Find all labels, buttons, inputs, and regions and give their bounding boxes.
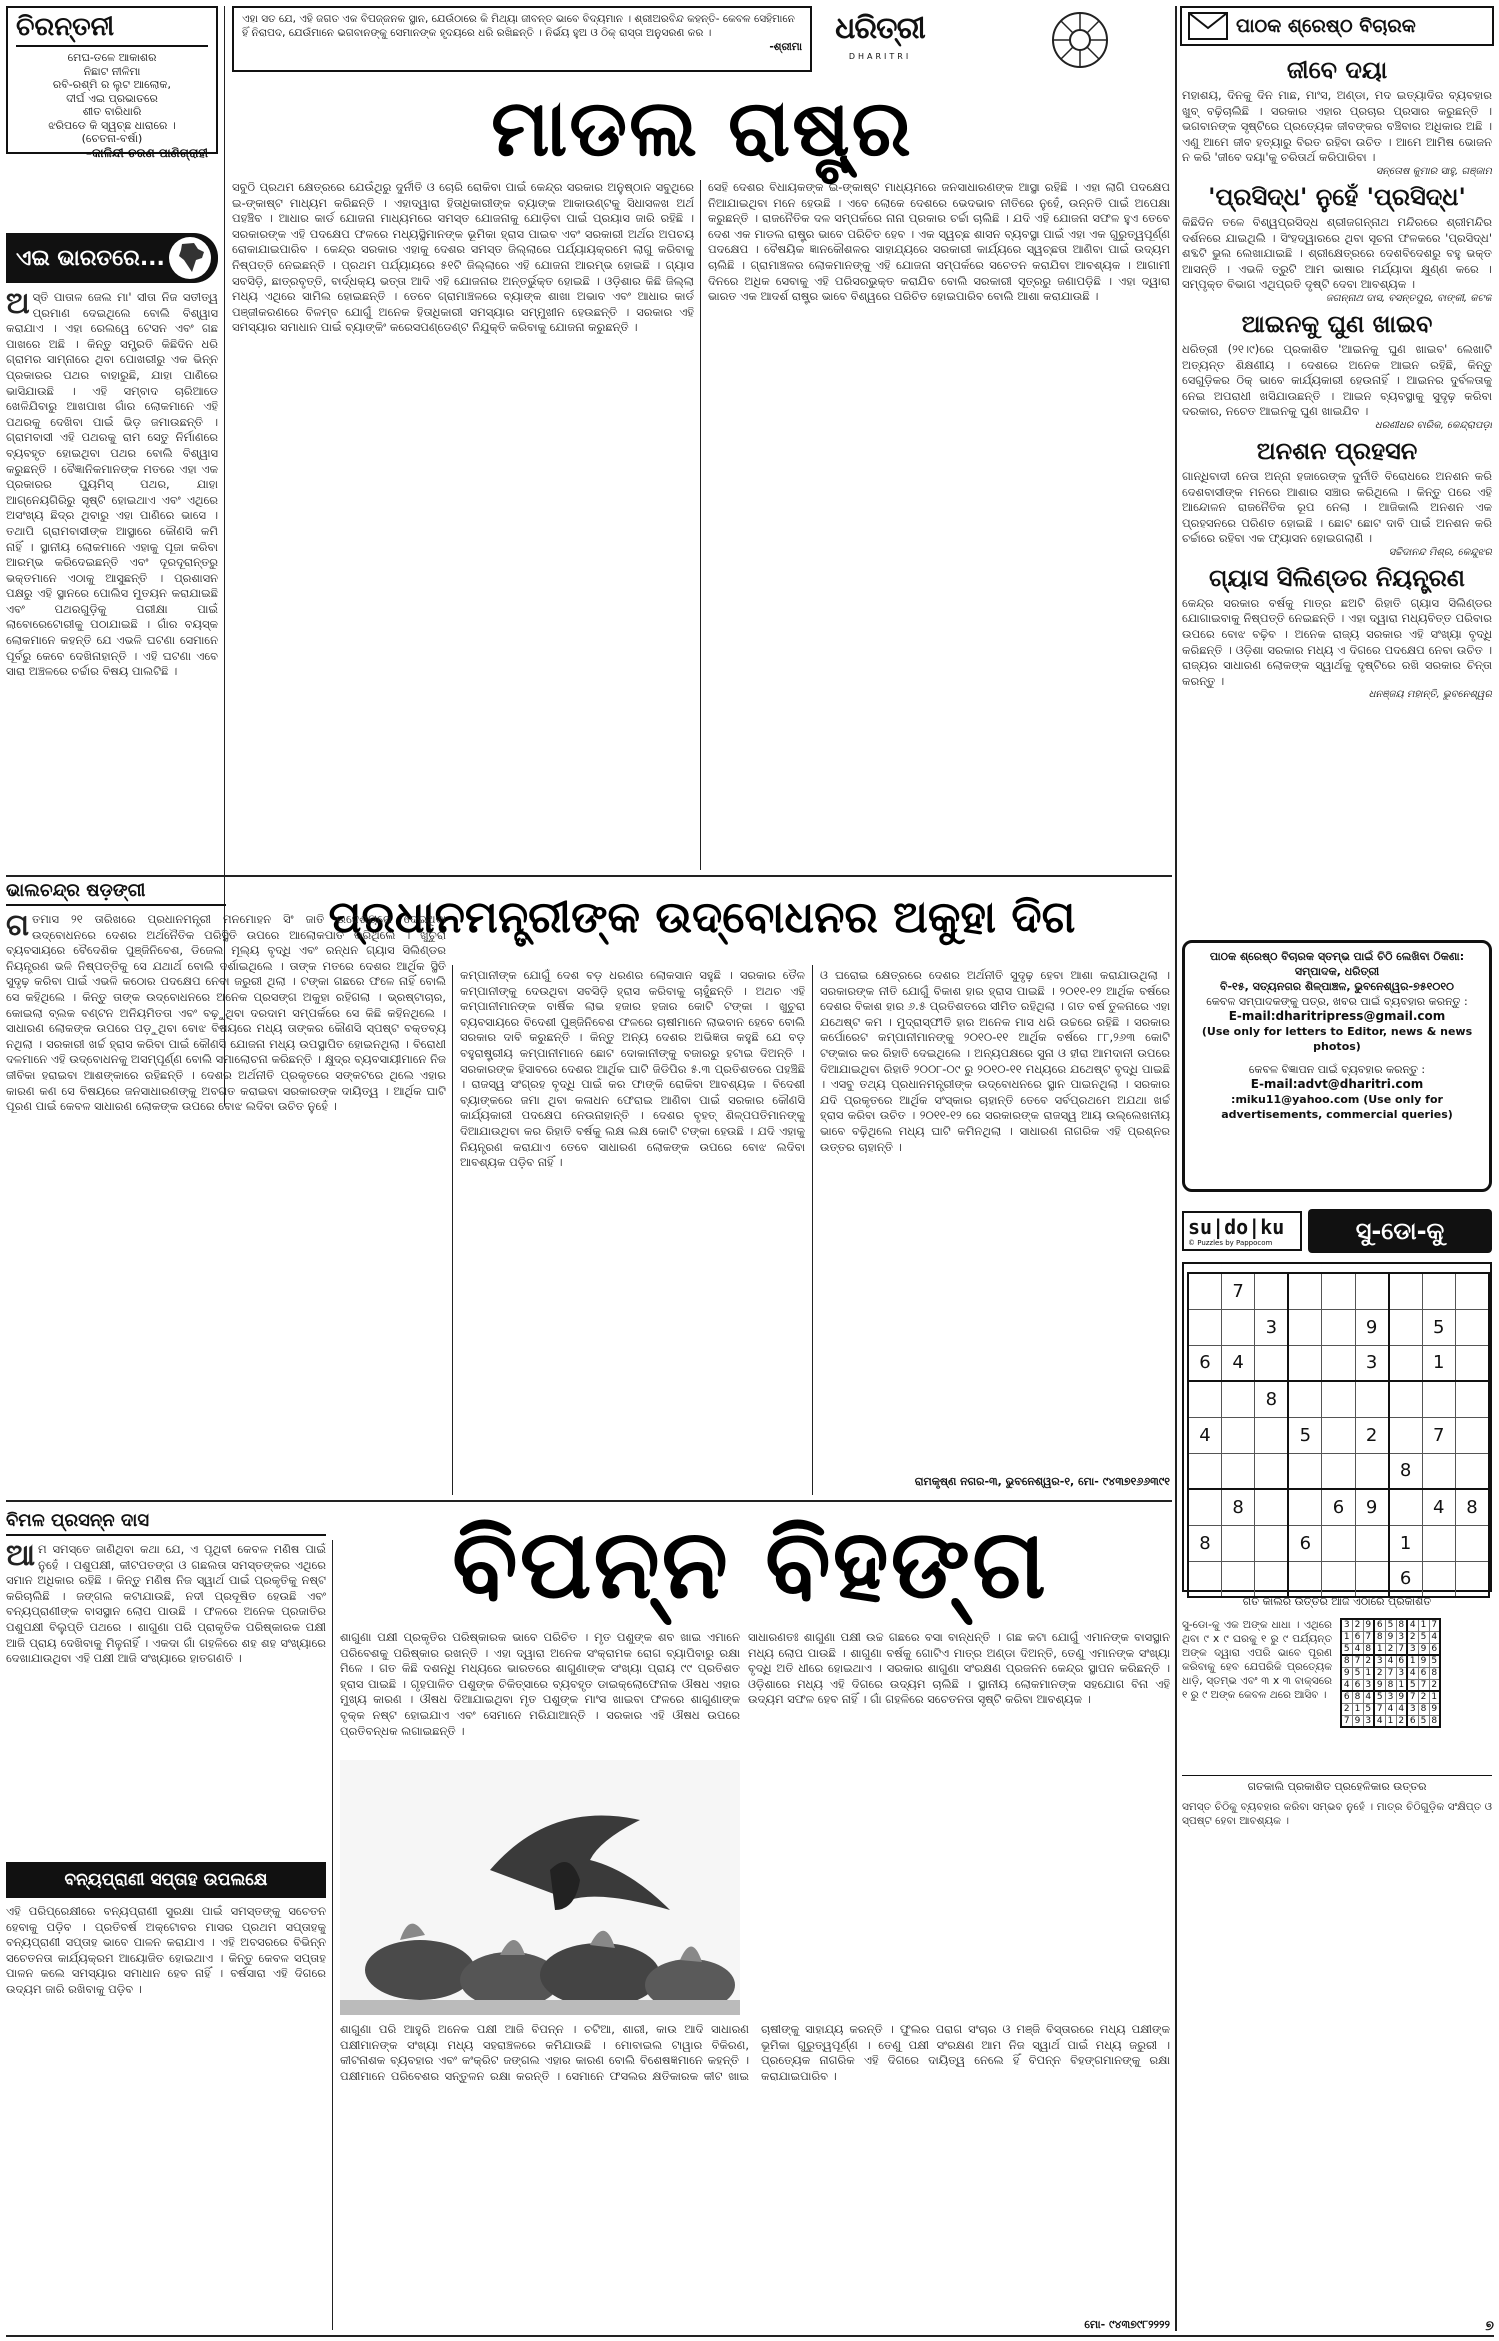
sudoku-row <box>1341 1631 1440 1643</box>
solution-cell: 1 <box>1341 1631 1352 1643</box>
sudoku-cell[interactable] <box>1422 1453 1455 1489</box>
sudoku-row <box>1341 1715 1440 1727</box>
letters-notice: ସମସ୍ତ ଚିଠିକୁ ବ୍ୟବହାର କରିବା ସମ୍ଭବ ନୁହେଁ । ମାତ୍ର ଚିଠିଗୁଡ଼ିକ ସଂକ୍ଷିପ୍ତ ଓ ସ୍ପଷ୍ଟ ହେବା ଆବଶ୍ୟକ । <box>1182 1801 1492 1827</box>
wildlife-week-subhead: ବନ୍ୟପ୍ରାଣୀ ସପ୍ତାହ ଉପଲକ୍ଷେ <box>6 1862 326 1898</box>
sudoku-cell[interactable] <box>1322 1453 1355 1489</box>
sudoku-cell: 6 <box>1389 1561 1422 1597</box>
solution-cell: 4 <box>1407 1619 1418 1631</box>
logo-name: ଧରିତ୍ରୀ <box>835 11 925 46</box>
model-state-title: ମାଡଲ ରାଷ୍ଟ୍ର <box>491 83 913 174</box>
sudoku-brand-box <box>1182 1211 1302 1251</box>
solution-cell: 2 <box>1396 1715 1407 1727</box>
vulture-photo <box>340 1760 740 2015</box>
solution-cell: 8 <box>1385 1679 1396 1691</box>
letter-sign: ଧନଞ୍ଜୟ ମହାନ୍ତି, ଭୁବନେଶ୍ୱର <box>1368 689 1492 701</box>
solution-cell: 4 <box>1352 1643 1363 1655</box>
solution-cell: 9 <box>1374 1679 1385 1691</box>
model-state-left: ସବୁଠି ପ୍ରଥମ କ୍ଷେତ୍ରରେ ଯେଉଁଥିରୁ ଦୁର୍ନୀତି ଓ ଚୋରି ରୋକିବା ପାଇଁ କେନ୍ଦ୍ର ସରକାର ଅନୁଷ୍ଠାନ ସବୁଥିରେ ଇ-ଙ୍କାଷ୍ଟ ମାଧ୍ୟମ କରିଛନ୍ତି । ଏହାଦ୍ୱାରା ହିତାଧିକାରୀଙ୍କ ବ୍ୟାଙ୍କ ଆକାଉଣ୍ଟକୁ ସିଧାସଳଖ ଅର୍ଥ ପହଞ୍ଚିବ । ଆଧାର କାର୍ଡ ଯୋଜନା ମାଧ୍ୟମରେ ସମସ୍ତ ଯୋଜନାକୁ ଯୋଡ଼ିବା ପାଇଁ ପ୍ରୟାସ ଜାରି ରହିଛି । ସରକାରଙ୍କ ଏହି ପଦକ୍ଷେପ ଫଳରେ ମଧ୍ୟସ୍ଥିମାନଙ୍କ ଭୂମିକା ହ୍ରାସ ପାଇବ ଏବଂ ସରକାରୀ ଅର୍ଥର ଅପଚୟ ରୋକାଯାଇପାରିବ । କେନ୍ଦ୍ର ସରକାର ଏହାକୁ ଦେଶର ସମସ୍ତ ଜିଲ୍ଲାରେ ପର୍ଯ୍ୟାୟକ୍ରମେ ଲାଗୁ କରିବାକୁ ନିଷ୍ପତ୍ତି ନେଇଛନ୍ତି । ପ୍ରଥମ ପର୍ଯ୍ୟାୟରେ ୫୧ଟି ଜିଲ୍ଲାରେ ଏହି ଯୋଜନା ଆରମ୍ଭ ହୋଇଛି । ଗ୍ୟାସ ସବସିଡ଼ି, ଛାତ୍ରବୃତ୍ତି, ବାର୍ଦ୍ଧକ୍ୟ ଭତ୍ତା ଆଦି ଏହି ଯୋଜନାର ଅନ୍ତର୍ଭୁକ୍ତ ହୋଇଛି । ଓଡ଼ିଶାର କିଛି ଜିଲ୍ଲା ମଧ୍ୟ ଏଥିରେ ସାମିଲ ହୋଇଛନ୍ତି । ତେବେ ଗ୍ରାମାଞ୍ଚଳରେ ବ୍ୟାଙ୍କ ଶାଖା ଅଭାବ ଏବଂ ଆଧାର କାର୍ଡ ପଞ୍ଜୀକରଣରେ ବିଳମ୍ବ ଯୋଗୁଁ ଅନେକ ହିତାଧିକାରୀ ସମସ୍ୟାର ସମ୍ମୁଖୀନ ହେଉଛନ୍ତି । ସରକାର ଏହି ସମସ୍ୟାର ସମାଧାନ ପାଇଁ ବ୍ୟାଙ୍କିଂ କରେସପଣ୍ଡେଣ୍ଟ ନିଯୁକ୍ତି କରିବାକୁ ଯୋଜନା କରୁଛନ୍ତି । <box>232 180 694 335</box>
solution-cell: 8 <box>1352 1691 1363 1703</box>
solution-cell: 9 <box>1385 1631 1396 1643</box>
solution-cell: 7 <box>1418 1679 1429 1691</box>
advt-email[interactable]: E-mail:advt@dharitri.com <box>1250 1077 1424 1091</box>
ei-bharatare-text: ସ୍ତି ପାତାଳ ଜେଲ ମା' ସୀତା ନିଜ ସତୀତ୍ୱ ପ୍ରମାଣ ଦେଇଥିଲେ ବୋଲି ବିଶ୍ୱାସ କରାଯାଏ । ଏହା ରେଲୱେ ଟେସନ ଏବଂ ଗଛ ପାଖରେ ଅଛି । କିନ୍ତୁ ସମ୍ପ୍ରତି କିଛିଦିନ ଧରି ଗ୍ରାମର ସାମ୍ନାରେ ଥିବା ପୋଖରୀରୁ ଏକ ଭିନ୍ନ ପ୍ରକାରର ପଥର ବାହାରୁଛି, ଯାହା ପାଣିରେ ଭାସିଯାଉଛି । ଏହି ସମ୍ବାଦ ଚାରିଆଡେ ଖେଳିଯିବାରୁ ଆଖପାଖ ଗାଁର ଲୋକମାନେ ଏହି ପଥରକୁ ଦେଖିବା ପାଇଁ ଭିଡ଼ ଜମାଉଛନ୍ତି । ଗ୍ରାମବାସୀ ଏହି ପଥରକୁ ରାମ ସେତୁ ନିର୍ମାଣରେ ବ୍ୟବହୃତ ହୋଇଥିବା ପଥର ବୋଲି ବିଶ୍ୱାସ କରୁଛନ୍ତି । ବୈଜ୍ଞାନିକମାନଙ୍କ ମତରେ ଏହା ଏକ ପ୍ରକାରର ପ୍ୟୁମିସ୍ ପଥର, ଯାହା ଆଗ୍ନେୟଗିରିରୁ ସୃଷ୍ଟି ହୋଇଥାଏ ଏବଂ ଏଥିରେ ଅସଂଖ୍ୟ ଛିଦ୍ର ଥିବାରୁ ଏହା ପାଣିରେ ଭାସେ । ତଥାପି ଗ୍ରାମବାସୀଙ୍କ ଆସ୍ଥାରେ କୌଣସି କମି ନାହିଁ । ସ୍ଥାନୀୟ ଲୋକମାନେ ଏହାକୁ ପୂଜା କରିବା ଆରମ୍ଭ କରିଦେଇଛନ୍ତି ଏବଂ ଦୂରଦୂରାନ୍ତରୁ ଭକ୍ତମାନେ ଏଠାକୁ ଆସୁଛନ୍ତି । ପ୍ରଶାସନ ପକ୍ଷରୁ ଏହି ସ୍ଥାନରେ ପୋଲିସ ମୁତୟନ କରାଯାଇଛି ଏବଂ ପଥରଗୁଡ଼ିକୁ ପରୀକ୍ଷା ପାଇଁ ଲାବୋରେଟୋରୀକୁ ପଠାଯାଇଛି । ଗାଁର ବୟସ୍କ ଲୋକମାନେ କହନ୍ତି ଯେ ଏଭଳି ଘଟଣା ସେମାନେ ପୂର୍ବରୁ କେବେ ଦେଖିନାହାନ୍ତି । ଏହି ଘଟଣା ଏବେ ସାରା ଅଞ୍ଚଳରେ ଚର୍ଚ୍ଚାର ବିଷୟ ପାଲଟିଛି । <box>6 290 218 679</box>
sudoku-cell: 6 <box>1188 1345 1221 1381</box>
letter-sign: ଜଗନ୍ନାଥ ଦାସ, ବସନ୍ତପୁର, ବାଙ୍କୀ, କଟକ <box>1325 292 1492 304</box>
masthead-quote-box <box>232 6 812 72</box>
sudoku-row <box>1341 1655 1440 1667</box>
india-map-icon <box>168 236 212 280</box>
sudoku-cell[interactable] <box>1288 1309 1321 1345</box>
sudoku-header <box>1182 1205 1492 1257</box>
sudoku-row <box>1188 1345 1489 1381</box>
vulture-image-icon <box>340 1760 740 2015</box>
sudoku-row <box>1188 1417 1489 1453</box>
sudoku-cell[interactable] <box>1288 1381 1321 1417</box>
chirantani-box <box>6 6 218 160</box>
solution-cell: 6 <box>1407 1715 1418 1727</box>
model-state-byline: ଭାଲଚନ୍ଦ୍ର ଷଡ଼ଙ୍ଗୀ <box>6 880 226 906</box>
sudoku-cell[interactable] <box>1322 1525 1355 1561</box>
sudoku-cell[interactable] <box>1288 1561 1321 1597</box>
solution-cell: 9 <box>1341 1667 1352 1679</box>
sudoku-cell[interactable] <box>1188 1489 1221 1525</box>
letter-title: 'ପ୍ରସିଦ୍ଧ' ନୁହେଁ 'ପ୍ରସିଦ୍ଧ' <box>1208 182 1466 211</box>
letter-body: କେନ୍ଦ୍ର ସରକାର ବର୍ଷକୁ ମାତ୍ର ଛଅଟି ରିହାତି ଗ୍ୟାସ ସିଲିଣ୍ଡର ଯୋଗାଇବାକୁ ନିଷ୍ପତ୍ତି ନେଇଛନ୍ତି । ଏହା ଦ୍ୱାରା ମଧ୍ୟବିତ୍ତ ପରିବାର ଉପରେ ବୋଝ ବଢ଼ିବ । ଅନେକ ରାଜ୍ୟ ସରକାର ଏହି ସଂଖ୍ୟା ବୃଦ୍ଧି କରିଛନ୍ତି । ଓଡ଼ିଶା ସରକାର ମଧ୍ୟ ଏ ଦିଗରେ ପଦକ୍ଷେପ ନେବା ଉଚିତ । ରାଜ୍ୟର ସାଧାରଣ ଲୋକଙ୍କ ସ୍ୱାର୍ଥକୁ ଦୃଷ୍ଟିରେ ରଖି ସରକାର ଚିନ୍ତା କରନ୍ତୁ । <box>1182 595 1492 688</box>
solution-cell: 9 <box>1418 1643 1429 1655</box>
letter-title: ଅନଶନ ପ୍ରହସନ <box>1256 436 1418 465</box>
sudoku-cell: 9 <box>1355 1489 1388 1525</box>
dropcap: ଆ <box>6 1542 36 1573</box>
solution-cell: 6 <box>1374 1619 1385 1631</box>
sudoku-cell[interactable] <box>1288 1273 1321 1309</box>
solution-cell: 8 <box>1363 1643 1374 1655</box>
solution-cell: 2 <box>1352 1619 1363 1631</box>
bird-mid-top: ଶାଗୁଣା ପକ୍ଷୀ ପ୍ରକୃତିର ପରିଷ୍କାରକ ଭାବେ ପରିଚିତ । ମୃତ ପଶୁଙ୍କ ଶବ ଖାଇ ଏମାନେ ପରିବେଶକୁ ପରିଷ୍କାର ରଖନ୍ତି । ଏହା ଦ୍ୱାରା ଅନେକ ସଂକ୍ରାମକ ରୋଗ ବ୍ୟାପିବାରୁ ରକ୍ଷା ମିଳେ । ଗତ କିଛି ଦଶନ୍ଧି ମଧ୍ୟରେ ଭାରତରେ ଶାଗୁଣାଙ୍କ ସଂଖ୍ୟା ପ୍ରାୟ ୯୯ ପ୍ରତିଶତ ହ୍ରାସ ପାଇଛି । ଗୃହପାଳିତ ପଶୁଙ୍କ ଚିକିତ୍ସାରେ ବ୍ୟବହୃତ ଡାଇକ୍ଲୋଫେନାକ ଔଷଧ ଏହାର ମୁଖ୍ୟ କାରଣ । ଔଷଧ ଦିଆଯାଇଥିବା ମୃତ ପଶୁଙ୍କ ମାଂସ ଖାଇବା ଫଳରେ ଶାଗୁଣାଙ୍କ ବୃକ୍କ ନଷ୍ଟ ହୋଇଯାଏ ଏବଂ ସେମାନେ ମରିଯାଆନ୍ତି । ସରକାର ଏହି ଔଷଧ ଉପରେ ପ୍ରତିବନ୍ଧକ ଲଗାଇଛନ୍ତି । <box>340 1630 740 1738</box>
sudoku-cell[interactable] <box>1389 1489 1422 1525</box>
solution-cell: 2 <box>1385 1643 1396 1655</box>
sudoku-cell[interactable] <box>1188 1453 1221 1489</box>
solution-cell: 6 <box>1352 1679 1363 1691</box>
advt-email-alt[interactable]: :miku11@yahoo.com (Use only for <box>1231 1093 1443 1106</box>
sudoku-cell: 1 <box>1389 1525 1422 1561</box>
poem-line: ନିଛାଟ ନୀଳିମା <box>83 64 141 78</box>
poem-line: ଝରିପଡେ କି ସ୍ୱଚ୍ଛ ଧାରାରେ । <box>48 118 176 132</box>
solution-cell: 6 <box>1341 1691 1352 1703</box>
sudoku-cell[interactable] <box>1455 1309 1489 1345</box>
bird-author: ବିମଳ ପ୍ରସନ୍ନ ଦାସ <box>6 1510 326 1536</box>
sudoku-cell[interactable] <box>1255 1453 1288 1489</box>
sudoku-cell[interactable] <box>1455 1561 1489 1597</box>
solution-cell: 8 <box>1418 1703 1429 1715</box>
pm-speech-left-text: ତମାସ ୨୧ ତାରିଖରେ ପ୍ରଧାନମନ୍ତ୍ରୀ ମନମୋହନ ସିଂ ଜାତି ଉଦ୍ଦେଶ୍ୟରେ ଦେଇଥିବା ଉଦ୍‌ବୋଧନରେ ଦେଶର ଅର୍ଥନୈତିକ ପରିସ୍ଥିତି ଉପରେ ଆଲୋକପାତ କରିଥିଲେ । ଖୁଚୁରା ବ୍ୟବସାୟରେ ବୈଦେଶିକ ପୁଞ୍ଜିନିବେଶ, ଡିଜେଲ ମୂଲ୍ୟ ବୃଦ୍ଧି ଏବଂ ରନ୍ଧନ ଗ୍ୟାସ ସିଲିଣ୍ଡର ନିୟନ୍ତ୍ରଣ ଭଳି ନିଷ୍ପତ୍ତିକୁ ସେ ଯଥାର୍ଥ ବୋଲି ଦର୍ଶାଇଥିଲେ । ତାଙ୍କ ମତରେ ଦେଶର ଆର୍ଥିକ ସ୍ଥିତି ସୁଦୃଢ଼ କରିବା ପାଇଁ ଏଭଳି କଠୋର ପଦକ୍ଷେପ ନେବା ଜରୁରୀ ଥିଲା । ଟଙ୍କା ଗଛରେ ଫଳେ ନାହିଁ ବୋଲି ସେ କହିଥିଲେ । କିନ୍ତୁ ତାଙ୍କ ଉଦ୍‌ବୋଧନରେ ଅନେକ ପ୍ରସଙ୍ଗ ଅକୁହା ରହିଗଲା । ଭ୍ରଷ୍ଟାଚାର, କୋଇଲା ବ୍ଲକ ବଣ୍ଟନ ଅନିୟମିତତା ଏବଂ ବଢ଼ୁଥିବା ଦରଦାମ ସମ୍ପର୍କରେ ସେ କିଛି କହିନଥିଲେ । ସାଧାରଣ ଲୋକଙ୍କ ଉପରେ ପଡ଼ୁଥିବା ବୋଝ ବିଷୟରେ ମଧ୍ୟ ତାଙ୍କର କୌଣସି ସ୍ପଷ୍ଟ ବକ୍ତବ୍ୟ ନଥିଲା । ସରକାରୀ ଖର୍ଚ୍ଚ ହ୍ରାସ କରିବା ପାଇଁ କୌଣସି ଯୋଜନା ମଧ୍ୟ ଉପସ୍ଥାପିତ ହୋଇନଥିଲା । ବିରୋଧୀ ଦଳମାନେ ଏହି ଉଦ୍‌ବୋଧନକୁ ଅସମ୍ପୂର୍ଣ୍ଣ ବୋଲି ସମାଲୋଚନା କରିଛନ୍ତି । କ୍ଷୁଦ୍ର ବ୍ୟବସାୟୀମାନେ ନିଜ ଜୀବିକା ହରାଇବା ଆଶଙ୍କାରେ ରହିଛନ୍ତି । ଦେଶର ଅର୍ଥନୀତି ପ୍ରକୃତରେ ସଙ୍କଟରେ ଥିଲେ ଏହାର କାରଣ କଣ ସେ ବିଷୟରେ ଜନସାଧାରଣଙ୍କୁ ଅବଗତ କରାଇବା ସରକାରଙ୍କ ଦାୟିତ୍ୱ । ଆର୍ଥିକ ଘାଟି ପୂରଣ ପାଇଁ କେବଳ ସାଧାରଣ ଲୋକଙ୍କ ଉପରେ ବୋଝ ଲଦିବା ଉଚିତ ନୁହେଁ । <box>6 912 446 1114</box>
logo-sub: DHARITRI <box>848 52 912 61</box>
sudoku-cell: 3 <box>1355 1345 1388 1381</box>
sudoku-cell[interactable] <box>1221 1381 1254 1417</box>
solution-cell: 5 <box>1374 1691 1385 1703</box>
solution-cell: 9 <box>1352 1715 1363 1727</box>
solution-cell: 4 <box>1429 1631 1440 1643</box>
solution-cell: 3 <box>1374 1655 1385 1667</box>
sudoku-cell[interactable] <box>1322 1345 1355 1381</box>
solution-cell: 1 <box>1363 1667 1374 1679</box>
sudoku-cell[interactable] <box>1188 1273 1221 1309</box>
sudoku-row <box>1341 1691 1440 1703</box>
solution-cell: 2 <box>1374 1667 1385 1679</box>
solution-cell: 1 <box>1407 1655 1418 1667</box>
sudoku-cell[interactable] <box>1422 1561 1455 1597</box>
sudoku-cell: 8 <box>1389 1453 1422 1489</box>
solution-cell: 5 <box>1363 1703 1374 1715</box>
sun-emblem-icon <box>1050 10 1110 70</box>
sudoku-solution <box>1340 1618 1441 1728</box>
poem-line: ଦୀର୍ଘ ଏଇ ପ୍ରଭାତରେ <box>66 91 158 105</box>
address-line: ବି-୧୫, ସତ୍ୟନଗର ଶିଳ୍ପାଞ୍ଚଳ, ଭୁବନେଶ୍ୱର-୭୫୧୦୧୦ <box>1219 980 1455 993</box>
sudoku-cell[interactable] <box>1255 1525 1288 1561</box>
poem-line: ରବି-ରଶ୍ମି ର ଲୁଟ ଆଲୋକ, <box>52 78 172 91</box>
solution-cell: 3 <box>1385 1691 1396 1703</box>
solution-cell: 5 <box>1407 1679 1418 1691</box>
sudoku-row <box>1341 1619 1440 1631</box>
reader-letters-title: ପାଠକ ଶ୍ରେଷ୍ଠ ବିଚାରକ <box>1236 15 1416 37</box>
letter-body: ମହାଶୟ, ଦିନକୁ ଦିନ ମାଛ, ମାଂସ, ଅଣ୍ଡା, ମଦ ଇତ୍ୟାଦିର ବ୍ୟବହାର ଖୁବ୍ ବଢ଼ିଚାଲିଛି । ସରକାର ଏହାର ପ୍ରଚାର ପ୍ରସାର କରୁଛନ୍ତି । ଭଗବାନଙ୍କ ସୃଷ୍ଟିରେ ପ୍ରତ୍ୟେକ ଜୀବଙ୍କର ବଞ୍ଚିବାର ଅଧିକାର ଅଛି । ଏଣୁ ଆମେ ଜୀବ ହତ୍ୟାରୁ ବିରତ ରହିବା ଉଚିତ । ଆମେ ଆମିଷ ଭୋଜନ ନ କରି 'ଜୀବେ ଦୟା'କୁ ଚରିତାର୍ଥ କରିପାରିବା । <box>1182 88 1492 165</box>
sudoku-row <box>1188 1309 1489 1345</box>
sudoku-cell[interactable] <box>1389 1381 1422 1417</box>
sudoku-cell[interactable] <box>1255 1489 1288 1525</box>
ei-bharatare-banner <box>6 233 218 283</box>
sudoku-cell[interactable] <box>1188 1561 1221 1597</box>
solution-cell: 2 <box>1407 1631 1418 1643</box>
sudoku-cell[interactable] <box>1255 1417 1288 1453</box>
solution-cell: 9 <box>1396 1691 1407 1703</box>
model-state-right: ସେହି ଦେଶର ବିଧାୟକଙ୍କ ଇ-ଙ୍କାଷ୍ଟ ମାଧ୍ୟମରେ ଜନସାଧାରଣଙ୍କ ଆସ୍ଥା ରହିଛି । ଏହା ଲାଗି ପଦକ୍ଷେପ ନିଆଯାଇଥିବା ମନେ ହେଉଛି । ଏବେ ଲୋକେ ଦେଶରେ ଭେଦଭାବ ନୀତିରେ ନୁହେଁ, ଉନ୍ନତି ପାଇଁ ଅପେକ୍ଷା କରୁଛନ୍ତି । ରାଜନୈତିକ ଦଳ ସମ୍ପର୍କରେ ନାନା ପ୍ରକାର ଚର୍ଚ୍ଚା ଚାଲିଛି । ଯଦି ଏହି ଯୋଜନା ସଫଳ ହୁଏ ତେବେ ଦେଶ ଏକ ମାଡଲ ରାଷ୍ଟ୍ର ଭାବେ ପରିଚିତ ହେବ । ଏକ ସ୍ୱଚ୍ଛ ଶାସନ ବ୍ୟବସ୍ଥା ପାଇଁ ଏହା ଏକ ଗୁରୁତ୍ୱପୂର୍ଣ୍ଣ ପଦକ୍ଷେପ । ବୈଷୟିକ ଜ୍ଞାନକୌଶଳର ସାହାଯ୍ୟରେ ସରକାରୀ କାର୍ଯ୍ୟରେ ସ୍ୱଚ୍ଛତା ଆଣିବା ପାଇଁ ଉଦ୍ୟମ ଚାଲିଛି । ଗ୍ରାମାଞ୍ଚଳର ଲୋକମାନଙ୍କୁ ଏହି ଯୋଜନା ସମ୍ପର୍କରେ ସଚେତନ କରାଯିବା ଆବଶ୍ୟକ । ଆଗାମୀ ଦିନରେ ଅଧିକ ସେବାକୁ ଏହି ପରିସରଭୁକ୍ତ କରାଯିବ ବୋଲି ସରକାରୀ ସୂତ୍ରରୁ ଜଣାପଡ଼ିଛି । ଏହା ଦ୍ୱାରା ଭାରତ ଏକ ଆଦର୍ଶ ରାଷ୍ଟ୍ର ଭାବେ ବିଶ୍ୱରେ ପରିଚିତ ହୋଇପାରିବ ବୋଲି ଆଶା କରାଯାଉଛି । <box>708 180 1170 304</box>
sudoku-cell[interactable] <box>1389 1273 1422 1309</box>
solution-cell: 1 <box>1352 1703 1363 1715</box>
sudoku-cell[interactable] <box>1422 1273 1455 1309</box>
solution-cell: 5 <box>1429 1655 1440 1667</box>
reader-letters-header <box>1180 6 1494 46</box>
letter-sign: ଧରଣୀଧର ବାରିକ, କେନ୍ଦ୍ରାପଡ଼ା <box>1374 419 1492 431</box>
solution-cell: 1 <box>1429 1691 1440 1703</box>
sudoku-cell[interactable] <box>1221 1561 1254 1597</box>
sudoku-cell[interactable] <box>1322 1417 1355 1453</box>
solution-cell: 4 <box>1385 1655 1396 1667</box>
sudoku-cell: 5 <box>1422 1309 1455 1345</box>
solution-cell: 8 <box>1429 1715 1440 1727</box>
sudoku-cell[interactable] <box>1389 1309 1422 1345</box>
dropcap: ଅ <box>6 290 30 321</box>
solution-cell: 2 <box>1341 1703 1352 1715</box>
poem-line: ଶୀତ ବାରିଧାରି <box>82 105 142 118</box>
sudoku-row <box>1188 1381 1489 1417</box>
address-line: କେବଳ ସମ୍ପାଦକଙ୍କୁ ପତ୍ର, ଖବର ପାଇଁ ବ୍ୟବହାର କରନ୍ତୁ : <box>1206 995 1468 1008</box>
solution-cell: 3 <box>1407 1643 1418 1655</box>
sudoku-cell[interactable] <box>1455 1417 1489 1453</box>
sudoku-cell[interactable] <box>1221 1453 1254 1489</box>
solution-cell: 1 <box>1385 1715 1396 1727</box>
address-line: କେବଳ ବିଜ୍ଞାପନ ପାଇଁ ବ୍ୟବହାର କରନ୍ତୁ : <box>1248 1063 1426 1076</box>
letter-sign: ସନ୍ତୋଷ କୁମାର ସାହୁ, ଗଞ୍ଜାମ <box>1375 165 1492 177</box>
solution-cell: 6 <box>1429 1643 1440 1655</box>
solution-cell: 4 <box>1407 1667 1418 1679</box>
bird-left2: ଏହି ପରିପ୍ରେକ୍ଷୀରେ ବନ୍ୟପ୍ରାଣୀ ସୁରକ୍ଷା ପାଇଁ ସମସ୍ତଙ୍କୁ ସଚେତନ ହେବାକୁ ପଡ଼ିବ । ପ୍ରତିବର୍ଷ ଅକ୍ଟୋବର ମାସର ପ୍ରଥମ ସପ୍ତାହକୁ ବନ୍ୟପ୍ରାଣୀ ସପ୍ତାହ ଭାବେ ପାଳନ କରାଯାଏ । ଏହି ଅବସରରେ ବିଭିନ୍ନ ସଚେତନତା କାର୍ଯ୍ୟକ୍ରମ ଆୟୋଜିତ ହୋଇଥାଏ । କିନ୍ତୁ କେବଳ ସପ୍ତାହ ପାଳନ କଲେ ସମସ୍ୟାର ସମାଧାନ ହେବ ନାହିଁ । ବର୍ଷସାରା ଏହି ଦିଗରେ ଉଦ୍ୟମ ଜାରି ରଖିବାକୁ ପଡ଼ିବ । <box>6 1904 326 1996</box>
sudoku-cell: 7 <box>1221 1273 1254 1309</box>
pm-speech-title: ପ୍ରଧାନମନ୍ତ୍ରୀଙ୍କ ଉଦ୍‌ବୋଧନର ଅକୁହା ଦିଗ <box>328 892 1076 943</box>
sudoku-cell[interactable] <box>1255 1273 1288 1309</box>
letter-body: ଗାନ୍ଧିବାଦୀ ନେତା ଅନ୍ନା ହଜାରେଙ୍କ ଦୁର୍ନୀତି ବିରୋଧରେ ଅନଶନ କରି ଦେଶବାସୀଙ୍କ ମନରେ ଆଶାର ସଞ୍ଚାର କରିଥିଲେ । କିନ୍ତୁ ପରେ ଏହି ଆନ୍ଦୋଳନ ରାଜନୈତିକ ରୂପ ନେଲା । ଆଜିକାଲି ଅନଶନ ଏକ ପ୍ରହସନରେ ପରିଣତ ହୋଇଛି । ଛୋଟ ଛୋଟ ଦାବି ପାଇଁ ଅନଶନ କରି ଚର୍ଚ୍ଚାରେ ରହିବା ଏକ ଫ୍ୟାସନ ହୋଇଗଲାଣି । <box>1182 468 1492 546</box>
envelope-icon <box>1188 12 1228 40</box>
sudoku-cell[interactable] <box>1221 1309 1254 1345</box>
solution-cell: 6 <box>1418 1667 1429 1679</box>
sudoku-row <box>1341 1643 1440 1655</box>
dharitri-logo <box>820 6 940 72</box>
solution-cell: 8 <box>1341 1655 1352 1667</box>
solution-cell: 6 <box>1352 1631 1363 1643</box>
solution-cell: 3 <box>1341 1619 1352 1631</box>
sudoku-cell[interactable] <box>1422 1381 1455 1417</box>
letter-sign: ସଚ୍ଚିଦାନନ୍ଦ ମିଶ୍ର, କେନ୍ଦୁଝର <box>1388 546 1492 558</box>
sudoku-cell[interactable] <box>1355 1525 1388 1561</box>
sudoku-cell[interactable] <box>1355 1561 1388 1597</box>
solution-cell: 7 <box>1352 1655 1363 1667</box>
sudoku-cell: 8 <box>1188 1525 1221 1561</box>
solution-cell: 5 <box>1418 1715 1429 1727</box>
bird-intro-text: ମ ସମସ୍ତେ ଜାଣିଥିବା କଥା ଯେ, ଏ ପୃଥିବୀ କେବଳ ମଣିଷ ପାଇଁ ନୁହେଁ । ପଶୁପକ୍ଷୀ, କୀଟପତଙ୍ଗ ଓ ଗଛଲତା ସମସ୍ତଙ୍କର ଏଥିରେ ସମାନ ଅଧିକାର ରହିଛି । କିନ୍ତୁ ମଣିଷ ନିଜ ସ୍ୱାର୍ଥ ପାଇଁ ପ୍ରକୃତିକୁ ନଷ୍ଟ କରିଚାଲିଛି । ଜଙ୍ଗଲ କଟାଯାଉଛି, ନଦୀ ପ୍ରଦୂଷିତ ହେଉଛି ଏବଂ ବନ୍ୟପ୍ରାଣୀଙ୍କ ବାସସ୍ଥାନ ଲୋପ ପାଉଛି । ଫଳରେ ଅନେକ ପ୍ରଜାତିର ପଶୁପକ୍ଷୀ ବିଲୁପ୍ତି ପଥରେ । ଶାଗୁଣା ପରି ପ୍ରାକୃତିକ ପରିଷ୍କାରକ ପକ୍ଷୀ ଆଜି ପ୍ରାୟ ଦେଖିବାକୁ ମିଳୁନାହିଁ । ଏକଦା ଗାଁ ଗହଳିରେ ଶହ ଶହ ସଂଖ୍ୟାରେ ଦେଖାଯାଉଥିବା ଏହି ପକ୍ଷୀ ଆଜି ସଂଖ୍ୟାରେ ହାତଗଣତି । <box>6 1542 326 1666</box>
sudoku-cell[interactable] <box>1322 1381 1355 1417</box>
solution-cell: 3 <box>1396 1667 1407 1679</box>
sudoku-cell[interactable] <box>1322 1309 1355 1345</box>
solution-cell: 4 <box>1396 1703 1407 1715</box>
bird-title: ବିପନ୍ନ ବିହଙ୍ଗ <box>452 1507 1048 1620</box>
solution-cell: 4 <box>1341 1679 1352 1691</box>
chirantani-title: ଚିରନ୍ତନୀ <box>16 12 208 47</box>
solution-cell: 9 <box>1363 1619 1374 1631</box>
solution-cell: 6 <box>1396 1655 1407 1667</box>
letter-body: ଧରିତ୍ରୀ (୨୧।୯)ରେ ପ୍ରକାଶିତ 'ଆଇନକୁ ଘୁଣ ଖାଇବ' ଲେଖାଟି ଅତ୍ୟନ୍ତ ଶିକ୍ଷଣୀୟ । ଦେଶରେ ଅନେକ ଆଇନ ରହିଛି, କିନ୍ତୁ ସେଗୁଡ଼ିକର ଠିକ୍ ଭାବେ କାର୍ଯ୍ୟକାରୀ ହେଉନାହିଁ । ଆଇନର ଦୁର୍ବଳତାକୁ ନେଇ ଅପରାଧୀ ଖସିଯାଉଛନ୍ତି । ଆଇନ ବ୍ୟବସ୍ଥାକୁ ସୁଦୃଢ଼ କରିବା ଦରକାର, ନଚେତ ଆଇନକୁ ଘୁଣ ଖାଇଯିବ । <box>1182 341 1492 419</box>
letters-column <box>1182 52 1492 932</box>
solution-cell: 5 <box>1385 1619 1396 1631</box>
sudoku-cell[interactable] <box>1389 1417 1422 1453</box>
sudoku-cell: 6 <box>1322 1489 1355 1525</box>
solution-cell: 1 <box>1396 1679 1407 1691</box>
solution-cell: 8 <box>1396 1619 1407 1631</box>
sudoku-cell: 6 <box>1288 1525 1321 1561</box>
sudoku-cell[interactable] <box>1355 1453 1388 1489</box>
sudoku-row <box>1188 1273 1489 1309</box>
sudoku-cell[interactable] <box>1188 1309 1221 1345</box>
sudoku-solution-wrap <box>1340 1618 1490 1728</box>
solution-cell: 2 <box>1363 1655 1374 1667</box>
sudoku-cell: 2 <box>1355 1417 1388 1453</box>
letters-address-box <box>1182 940 1492 1192</box>
masthead-quote: ଏହା ସତ ଯେ, ଏହି ଜଗତ ଏକ ବିପଜ୍ଜନକ ସ୍ଥାନ, ଯେଉଁଠାରେ କି ମିଥ୍ୟା ଜୀବନ୍ତ ଭାବେ ବିଦ୍ୟମାନ । ଶ୍ରୀଅରବିନ୍ଦ କହନ୍ତି- କେବଳ ସେହିମାନେ ହିଁ ନିରାପଦ, ଯେଉଁମାନେ ଭଗବାନଙ୍କୁ ସେମାନଙ୍କ ହୃଦୟରେ ଧରି ରଖିଛନ୍ତି । ନିର୍ଭୟ ହୁଅ ଓ ଠିକ୍ ରାସ୍ତା ଅନୁସରଣ କର । <box>242 13 795 39</box>
sudoku-cell: 5 <box>1288 1417 1321 1453</box>
solution-cell: 5 <box>1418 1631 1429 1643</box>
address-line: ସମ୍ପାଦକ, ଧରିତ୍ରୀ <box>1294 965 1380 978</box>
sudoku-row <box>1341 1703 1440 1715</box>
sudoku-cell[interactable] <box>1221 1417 1254 1453</box>
chirantani-poem <box>16 51 208 146</box>
dropcap: ଗ <box>6 912 30 943</box>
pm-speech-right: ଓ ଘରୋଇ କ୍ଷେତ୍ରରେ ଦେଶର ଅର୍ଥନୀତି ସୁଦୃଢ଼ ହେବା ଆଶା କରାଯାଉଥିଲା । ସରକାରଙ୍କ ନୀତି ଯୋଗୁଁ ବିକାଶ ହାର ହ୍ରାସ ପାଇଛି । ୨୦୧୧-୧୨ ଆର୍ଥିକ ବର୍ଷରେ ଦେଶର ବିକାଶ ହାର ୬.୫ ପ୍ରତିଶତରେ ସୀମିତ ରହିଥିଲା । ଗତ ବର୍ଷ ତୁଳନାରେ ଏହା ଯଥେଷ୍ଟ କମ । ମୁଦ୍ରାସ୍ଫୀତି ହାର ଅନେକ ମାସ ଧରି ଉଚ୍ଚରେ ରହିଛି । ସରକାର କର୍ପୋରେଟ କମ୍ପାନୀମାନଙ୍କୁ ୨୦୧୦-୧୧ ଆର୍ଥିକ ବର୍ଷରେ ୮୮,୨୬୩ କୋଟି ଟଙ୍କାର କର ରିହାତି ଦେଇଥିଲେ । ଅନ୍ୟପକ୍ଷରେ ସୁନା ଓ ହୀରା ଆମଦାନୀ ଉପରେ ଦିଆଯାଇଥିବା ରିହାତି ୨୦୦୮-୦୯ ରୁ ୨୦୧୦-୧୧ ମଧ୍ୟରେ ଯଥେଷ୍ଟ ବୃଦ୍ଧି ପାଇଛି । ଏସବୁ ତଥ୍ୟ ପ୍ରଧାନମନ୍ତ୍ରୀଙ୍କ ଉଦ୍‌ବୋଧନରେ ସ୍ଥାନ ପାଇନଥିଲା । ସରକାର ଯଦି ପ୍ରକୃତରେ ଆର୍ଥିକ ସଂସ୍କାର ଚାହାନ୍ତି ତେବେ ସର୍ବପ୍ରଥମେ ଅଯଥା ଖର୍ଚ୍ଚ ହ୍ରାସ କରିବା ଉଚିତ । ୨୦୧୧-୧୨ ରେ ସରକାରଙ୍କ ରାଜସ୍ୱ ଆୟ ଉଲ୍ଲେଖନୀୟ ଭାବେ ବଢ଼ିଥିଲେ ମଧ୍ୟ ଘାଟି କମିନଥିଲା । ସାଧାରଣ ନାଗରିକ ଏହି ପ୍ରଶ୍ନର ଉତ୍ତର ଚାହାନ୍ତି । <box>820 968 1170 1154</box>
sudoku-cell[interactable] <box>1455 1273 1489 1309</box>
sudoku-cell[interactable] <box>1455 1345 1489 1381</box>
sudoku-cell: 3 <box>1255 1309 1288 1345</box>
solution-cell: 8 <box>1374 1631 1385 1643</box>
sudoku-cell[interactable] <box>1288 1489 1321 1525</box>
sudoku-cell[interactable] <box>1455 1453 1489 1489</box>
bird-intro <box>6 1542 326 1857</box>
solution-cell: 7 <box>1363 1631 1374 1643</box>
advt-email-note: advertisements, commercial queries) <box>1221 1108 1453 1121</box>
solution-cell: 9 <box>1429 1703 1440 1715</box>
solution-cell: 5 <box>1341 1643 1352 1655</box>
sudoku-solution-caption: ଗତକାଲି ପ୍ରକାଶିତ ପ୍ରହେଳିକାର ଉତ୍ତର <box>1182 1775 1492 1794</box>
sudoku-row <box>1188 1561 1489 1597</box>
solution-cell: 7 <box>1341 1715 1352 1727</box>
sudoku-cell[interactable] <box>1455 1381 1489 1417</box>
pm-speech-middle: କମ୍ପାନୀଙ୍କ ଯୋଗୁଁ ଦେଶ ବଡ଼ ଧରଣର ଲୋକସାନ ସହୁଛି । ସରକାର ତୈଳ କମ୍ପାନୀଙ୍କୁ ଦେଉଥିବା ସବସିଡ଼ି ହ୍ରାସ କରିବାକୁ ଚାହୁଁଛନ୍ତି । ଅଥଚ ଏହି କମ୍ପାନୀମାନଙ୍କ ବାର୍ଷିକ ଲାଭ ହଜାର ହଜାର କୋଟି ଟଙ୍କା । ଖୁଚୁରା ବ୍ୟବସାୟରେ ବିଦେଶୀ ପୁଞ୍ଜିନିବେଶ ଫଳରେ ଚାଷୀମାନେ ଲାଭବାନ ହେବେ ବୋଲି ସରକାର ଦାବି କରୁଛନ୍ତି । କିନ୍ତୁ ଅନ୍ୟ ଦେଶର ଅଭିଜ୍ଞତା କହୁଛି ଯେ ବଡ଼ ବହୁରାଷ୍ଟ୍ରୀୟ କମ୍ପାନୀମାନେ ଛୋଟ ଦୋକାନୀଙ୍କୁ ବଜାରରୁ ହଟାଇ ଦିଅନ୍ତି । ସରକାରଙ୍କ ହିସାବରେ ଦେଶର ଆର୍ଥିକ ଘାଟି ଜିଡିପିର ୫.୩ ପ୍ରତିଶତରେ ପହଞ୍ଚିଛି । ରାଜସ୍ୱ ସଂଗ୍ରହ ବୃଦ୍ଧି ପାଇଁ କର ଫାଙ୍କି ରୋକିବା ଆବଶ୍ୟକ । ବିଦେଶୀ ବ୍ୟାଙ୍କରେ ଜମା ଥିବା କଳାଧନ ଫେରାଇ ଆଣିବା ପାଇଁ ସରକାର କୌଣସି କାର୍ଯ୍ୟକାରୀ ପଦକ୍ଷେପ ନେଉନାହାନ୍ତି । ଦେଶର ବୃହତ୍ ଶିଳ୍ପପତିମାନଙ୍କୁ ଦିଆଯାଉଥିବା କର ରିହାତି ବର୍ଷକୁ ଲକ୍ଷ ଲକ୍ଷ କୋଟି ଟଙ୍କା ହେଉଛି । ଯଦି ଏହାକୁ ନିୟନ୍ତ୍ରଣ କରାଯାଏ ତେବେ ସାଧାରଣ ଲୋକଙ୍କ ଉପରେ ବୋଝ ଲଦିବା ଆବଶ୍ୟକ ପଡ଼ିବ ନାହିଁ । <box>460 968 805 1170</box>
solution-cell: 7 <box>1396 1643 1407 1655</box>
solution-cell: 7 <box>1429 1619 1440 1631</box>
letter-title: ଗ୍ୟାସ ସିଲିଣ୍ଡର ନିୟନ୍ତ୍ରଣ <box>1209 563 1465 592</box>
page-number: ୭ <box>1485 2318 1494 2334</box>
sudoku-row <box>1341 1667 1440 1679</box>
solution-cell: 2 <box>1418 1691 1429 1703</box>
sudoku-cell[interactable] <box>1255 1345 1288 1381</box>
sudoku-cell: 7 <box>1422 1417 1455 1453</box>
sudoku-grid-wrap <box>1182 1262 1492 1592</box>
sudoku-cell[interactable] <box>1355 1273 1388 1309</box>
bird-contact: ମୋ- ୯୪୩୭୯୮୨୨୨୨ <box>1084 2318 1170 2331</box>
solution-cell: 4 <box>1363 1691 1374 1703</box>
editor-email[interactable]: E-mail:dharitripress@gmail.com <box>1228 1009 1446 1023</box>
sudoku-row <box>1188 1453 1489 1489</box>
sudoku-row <box>1188 1489 1489 1525</box>
sudoku-cell[interactable] <box>1355 1381 1388 1417</box>
address-title: ପାଠକ ଶ୍ରେଷ୍ଠ ବିଚାରକ ସ୍ତମ୍ଭ ପାଇଁ ଚିଠି ଲେଖିବା ଠିକଣା: <box>1209 950 1465 963</box>
sudoku-cell: 8 <box>1255 1381 1288 1417</box>
pm-speech-left <box>6 912 446 1494</box>
sudoku-cell[interactable] <box>1322 1561 1355 1597</box>
sudoku-grid <box>1187 1272 1490 1598</box>
sudoku-cell[interactable] <box>1288 1453 1321 1489</box>
bird-right: ସାଧାରଣତଃ ଶାଗୁଣା ପକ୍ଷୀ ଉଚ୍ଚ ଗଛରେ ବସା ବାନ୍ଧନ୍ତି । ଗଛ କଟା ଯୋଗୁଁ ଏମାନଙ୍କ ବାସସ୍ଥାନ ମଧ୍ୟ ଲୋପ ପାଉଛି । ଶାଗୁଣା ବର୍ଷକୁ ଗୋଟିଏ ମାତ୍ର ଅଣ୍ଡା ଦିଅନ୍ତି, ତେଣୁ ଏମାନଙ୍କ ସଂଖ୍ୟା ବୃଦ୍ଧି ଅତି ଧୀରେ ହୋଇଥାଏ । ସରକାର ଶାଗୁଣା ସଂରକ୍ଷଣ ପ୍ରଜନନ କେନ୍ଦ୍ର ସ୍ଥାପନ କରିଛନ୍ତି । ଓଡ଼ିଶାରେ ମଧ୍ୟ ଏହି ଦିଗରେ ଉଦ୍ୟମ ଚାଲିଛି । ସ୍ଥାନୀୟ ଲୋକମାନଙ୍କ ସହଯୋଗ ବିନା ଏହି ଉଦ୍ୟମ ସଫଳ ହେବ ନାହିଁ । ଗାଁ ଗହଳିରେ ସଚେତନତା ସୃଷ୍ଟି କରିବା ଆବଶ୍ୟକ । <box>748 1630 1170 1707</box>
sudoku-cell: 4 <box>1188 1417 1221 1453</box>
solution-cell: 4 <box>1385 1703 1396 1715</box>
ei-bharatare-title: ଏଇ ଭାରତରେ... <box>16 245 165 271</box>
solution-cell: 4 <box>1374 1715 1385 1727</box>
sudoku-cell: 4 <box>1422 1489 1455 1525</box>
poem-line: ମେଘ-ତଳେ ଆକାଶର <box>67 51 157 64</box>
sudoku-title: ସୁ-ଡୋ-କୁ <box>1308 1209 1492 1253</box>
sudoku-rules: ସୁ-ଡୋ-କୁ ଏକ ଅଙ୍କ ଧାଧା । ଏଥିରେ ଥିବା ୯ x ୯ ଘରକୁ ୧ ରୁ ୯ ପର୍ଯ୍ୟନ୍ତ ଅଙ୍କ ଦ୍ୱାରା ଏପରି ଭାବେ ପୂରଣ କରିବାକୁ ହେବ ଯେପରିକି ପ୍ରତ୍ୟେକ ଧାଡ଼ି, ସ୍ତମ୍ଭ ଏବଂ ୩ x ୩ ବାକ୍ସରେ ୧ ରୁ ୯ ଅଙ୍କ କେବଳ ଥରେ ଆସିବ । <box>1182 1619 1332 1701</box>
editor-email-note: (Use only for letters to Editor, news & news photos) <box>1201 1025 1473 1053</box>
sudoku-cell: 9 <box>1355 1309 1388 1345</box>
solution-cell: 3 <box>1363 1715 1374 1727</box>
sudoku-cell: 8 <box>1221 1489 1254 1525</box>
solution-cell: 8 <box>1429 1667 1440 1679</box>
pm-speech-byline: ରାମକୃଷ୍ଣ ନଗର-୩, ଭୁବନେଶ୍ୱର-୧, ମୋ- ୯୪୩୭୧୬୬୩୯୧ <box>914 1475 1170 1488</box>
letter-title: ଆଇନକୁ ଘୁଣ ଖାଇବ <box>1241 309 1433 338</box>
poem-author: –କାଳିନ୍ଦୀ ଚରଣ ପାଣିଗ୍ରାହୀ <box>85 145 208 160</box>
sudoku-row <box>1341 1679 1440 1691</box>
sudoku-cell[interactable] <box>1322 1273 1355 1309</box>
sudoku-cell: 4 <box>1221 1345 1254 1381</box>
sudoku-cell[interactable] <box>1422 1525 1455 1561</box>
solution-cell: 3 <box>1363 1679 1374 1691</box>
sudoku-brand-sub: © Puzzles by Pappocom <box>1188 1239 1273 1247</box>
sudoku-cell[interactable] <box>1221 1525 1254 1561</box>
solution-cell: 2 <box>1429 1679 1440 1691</box>
sudoku-cell[interactable] <box>1288 1345 1321 1381</box>
sudoku-brand: su|do|ku <box>1188 1215 1285 1239</box>
poem-source: (ଚେତନା-ବର୍ଷା) <box>81 132 143 145</box>
sudoku-cell[interactable] <box>1188 1381 1221 1417</box>
solution-cell: 9 <box>1418 1655 1429 1667</box>
letter-body: କିଛିଦିନ ତଳେ ବିଶ୍ୱପ୍ରସିଦ୍ଧ ଶ୍ରୀଜଗନ୍ନାଥ ମନ୍ଦିରରେ ଶ୍ରୀମନ୍ଦିର ଦର୍ଶନରେ ଯାଇଥିଲି । ସିଂହଦ୍ୱାରରେ ଥିବା ସୂଚନା ଫଳକରେ 'ପ୍ରସିଦ୍ଧ' ଶବ୍ଦଟି ଭୁଲ ଲେଖାଯାଇଛି । ଶ୍ରୀକ୍ଷେତ୍ରରେ ଦେଶବିଦେଶରୁ ବହୁ ଭକ୍ତ ଆସନ୍ତି । ଏଭଳି ତ୍ରୁଟି ଆମ ଭାଷାର ମର୍ଯ୍ୟାଦା କ୍ଷୁଣ୍ଣ କରେ । ସମ୍ପୃକ୍ତ ବିଭାଗ ଏଥିପ୍ରତି ଦୃଷ୍ଟି ଦେବା ଆବଶ୍ୟକ । <box>1182 214 1492 292</box>
sudoku-cell: 8 <box>1455 1489 1489 1525</box>
bird-bottom: ଶାଗୁଣା ପରି ଆହୁରି ଅନେକ ପକ୍ଷୀ ଆଜି ବିପନ୍ନ । ଚଟିଆ, ଶାରୀ, କାଉ ଆଦି ସାଧାରଣ ପକ୍ଷୀମାନଙ୍କ ସଂଖ୍ୟା ମଧ୍ୟ ସହରାଞ୍ଚଳରେ କମିଯାଉଛି । ମୋବାଇଲ ଟାୱାର ବିକିରଣ, କୀଟନାଶକ ବ୍ୟବହାର ଏବଂ କଂକ୍ରିଟ ଜଙ୍ଗଲ ଏହାର କାରଣ ବୋଲି ବିଶେଷଜ୍ଞମାନେ କହନ୍ତି । ପକ୍ଷୀମାନେ ପରିବେଶର ସନ୍ତୁଳନ ରକ୍ଷା କରନ୍ତି । ସେମାନେ ଫସଲର କ୍ଷତିକାରକ କୀଟ ଖାଇ ଚାଷୀଙ୍କୁ ସାହାଯ୍ୟ କରନ୍ତି । ଫୁଲର ପରାଗ ସଂଚାର ଓ ମଞ୍ଜି ବିସ୍ତାରରେ ମଧ୍ୟ ପକ୍ଷୀଙ୍କ ଭୂମିକା ଗୁରୁତ୍ୱପୂର୍ଣ୍ଣ । ତେଣୁ ପକ୍ଷୀ ସଂରକ୍ଷଣ ଆମ ନିଜ ସ୍ୱାର୍ଥ ପାଇଁ ମଧ୍ୟ ଜରୁରୀ । ପ୍ରତ୍ୟେକ ନାଗରିକ ଏହି ଦିଗରେ ଦାୟିତ୍ୱ ନେଲେ ହିଁ ବିପନ୍ନ ବିହଙ୍ଗମାନଙ୍କୁ ରକ୍ଷା କରାଯାଇପାରିବ । <box>340 2022 1170 2083</box>
sudoku-cell[interactable] <box>1389 1345 1422 1381</box>
sudoku-cell: 1 <box>1422 1345 1455 1381</box>
solution-cell: 7 <box>1407 1691 1418 1703</box>
letter-title: ଜୀବେ ଦୟା <box>1286 56 1388 84</box>
solution-cell: 3 <box>1407 1703 1418 1715</box>
solution-cell: 3 <box>1396 1631 1407 1643</box>
quote-attribution: -ଶ୍ରୀମା <box>769 41 802 53</box>
solution-cell: 5 <box>1352 1667 1363 1679</box>
sudoku-caption: ଗତ କାଲିର ଉତ୍ତର ଆଜି ଏଠାରେ ପ୍ରକାଶିତ <box>1242 1595 1432 1608</box>
solution-cell: 7 <box>1385 1667 1396 1679</box>
solution-cell: 1 <box>1374 1643 1385 1655</box>
solution-cell: 7 <box>1374 1703 1385 1715</box>
solution-cell: 1 <box>1418 1619 1429 1631</box>
sudoku-row <box>1188 1525 1489 1561</box>
sudoku-cell[interactable] <box>1255 1561 1288 1597</box>
sudoku-cell[interactable] <box>1455 1525 1489 1561</box>
